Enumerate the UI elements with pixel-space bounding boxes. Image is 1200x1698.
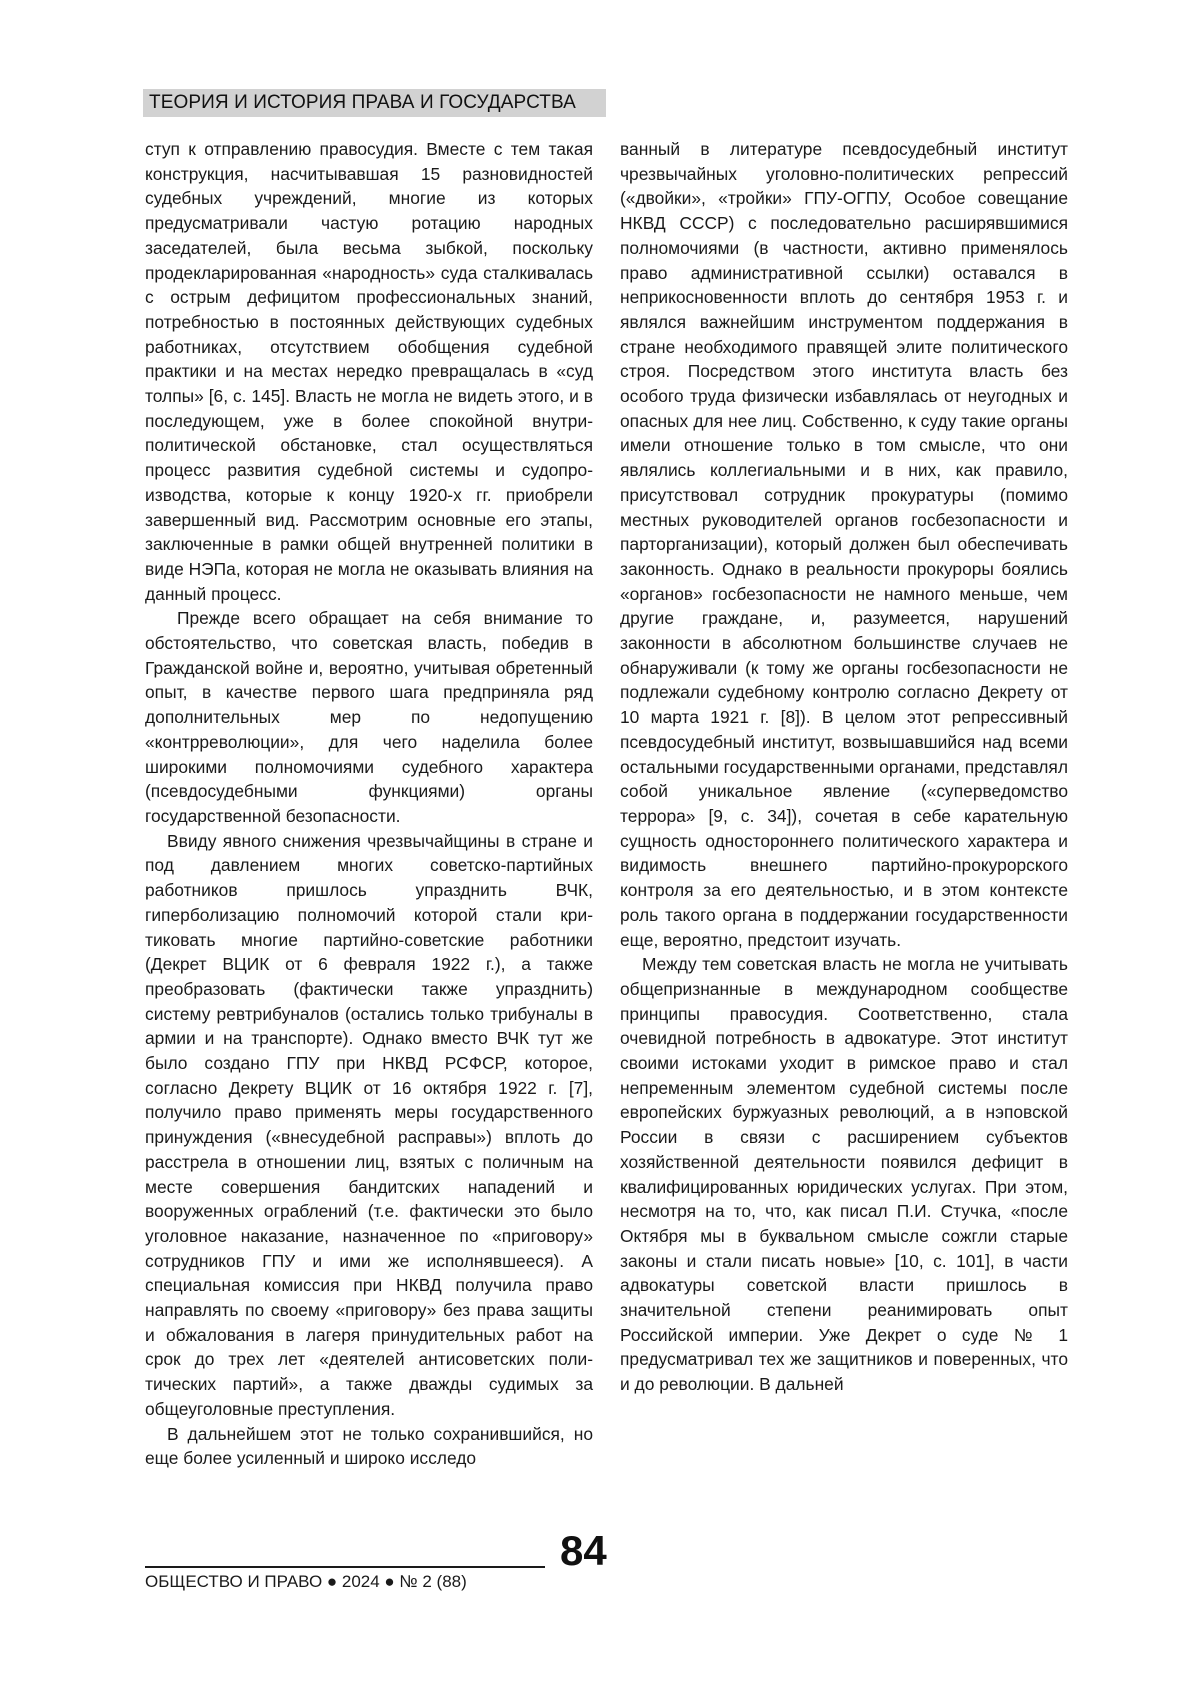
paragraph: Прежде всего обращает на себя внимание то обстоятельство, что советская власть, победив в Гражданской войне и, вероятно, учитывая обретенный опыт, в качестве первого шага предприняла ряд дополнительных мер по недопущению «контрреволюции», для чего наделила более широкими полномочиями судебного характера (псевдосудебными функциями) органы государственной безопасности.: [145, 608, 593, 826]
page-number: 84: [560, 1527, 607, 1574]
paragraph: В дальнейшем этот не только сохранившийся, но еще более усиленный и широко исследо: [145, 1423, 593, 1469]
running-head: ТЕОРИЯ И ИСТОРИЯ ПРАВА И ГОСУДАРСТВА: [143, 89, 606, 117]
footer-rule: [145, 1566, 545, 1568]
right-column: [620, 137, 1068, 1397]
paragraph: Между тем советская власть не могла не учитывать общепризнанные в международном сообществе принципы правосудия. Соответственно, стала очевидной потребность в адвокатуре. Этот институт своими истоками уходит в римское право и стал непременным элементом судебной системы после европейских буржуазных революций, а в нэповской России в связи с расширением субъектов хозяйственной деятельности появился дефицит в квалифицированных юридических услугах. При этом, несмотря на то, что, как писал П.И. Стучка, «после Октября мы в буквальном смысле сожгли старые законы и стали писать новые» [10, с. 101], в части адвокатуры советской власти пришлось в значительной степени реанимировать опыт Российской империи. Уже Декрет о суде № 1 предусматривал тех же защитников и поверенных, что и до революции. В дальней: [620, 954, 1068, 1395]
paragraph: ванный в литературе псевдосудебный институт чрезвычайных уголовно-политических репрессий («двойки», «тройки» ГПУ-ОГПУ, Особое совещание НКВД СССР) с последовательно расширявшимися полномочиями (в частности, активно применялось право административной ссылки) оставался в неприкосновенности вплоть до сентября 1953 г. и являлся важнейшим инструментом поддержания в стране необходимого правящей элите политического строя. Посредством этого института власть без особого труда физически избавлялась от неугодных и опасных для нее лиц. Собственно, к суду такие органы имели отношение только в том смысле, что они являлись коллегиальными и в них, как правило, присутствовал сотрудник прокуратуры (помимо местных руководителей органов госбезопасности и парторганизации), который должен был обеспечивать законность. Однако в реальности прокуроры боялись «органов» госбезопасности не намного меньше, чем другие граждане, и, разумеется, нарушений законности в абсолютном большинстве случаев не обнаруживали (к тому же органы госбезопасности не подлежали судебному контролю согласно Декрету от 10 марта 1921 г. [8]). В целом этот репрессивный псевдосудебный институт, возвышавшийся над всеми остальными государственными органами, представлял собой уникальное явление («суперведомство террора» [9, с. 34]), сочетая в себе карательную сущность одностороннего политического характера и видимость внешнего партийно-прокурорского контроля за его деятельностью, и в этом контексте роль такого органа в поддержании государственности еще, вероятно, предстоит изучать.: [620, 139, 1068, 950]
left-column: [145, 137, 593, 1471]
paragraph: Ввиду явного снижения чрезвычайщины в стране и под давлением многих советско-партийных работников пришлось упразднить ВЧК, гиперболизацию полномочий которой стали критиковать многие партийно-советские работники (Декрет ВЦИК от 6 февраля 1922 г.), а также преобразовать (фактически также упразднить) систему ревтрибуналов (остались только трибуналы в армии и на транспорте). Однако вместо ВЧК тут же было создано ГПУ при НКВД РСФСР, которое, согласно Декрету ВЦИК от 16 октября 1922 г. [7], получило право применять меры государственного принуждения («внесудебной расправы») вплоть до расстрела в отношении лиц, взятых с поличным на месте совершения бандитских нападений и вооруженных ограблений (т.е. фактически это было уголовное наказание, назначенное по «приговору» сотрудников ГПУ и ими же исполнявшееся). А специальная комиссия при НКВД получила право направлять по своему «приговору» без права защиты и обжалования в лагеря принудительных работ на срок до трех лет «деятелей антисоветских политических партий», а также дважды судимых за общеуголовные преступления.: [145, 830, 593, 1419]
paragraph: ступ к отправлению правосудия. Вместе с тем такая конструкция, насчитывавшая 15 разновидностей судебных учреждений, многие из которых предусматривали частую ротацию народных заседателей, была весьма зыбкой, поскольку продекларированная «народность» суда сталкивалась с острым дефицитом профессиональных знаний, потребностью в постоянных действующих судебных работниках, отсутствием обобщения судебной практики и на местах нередко превращалась в «суд толпы» [6, с. 145]. Власть не могла не видеть этого, и в последующем, уже в более спокойной внутриполитической обстановке, стал осуществляться процесс развития судебной системы и судопроизводства, которые к концу 1920-х гг. приобрели завершенный вид. Рассмотрим основные его этапы, заключенные в рамки общей внутренней политики в виде НЭПа, которая не могла не оказывать влияния на данный процесс.: [145, 139, 593, 604]
journal-info: ОБЩЕСТВО И ПРАВО ● 2024 ● № 2 (88): [145, 1572, 467, 1591]
